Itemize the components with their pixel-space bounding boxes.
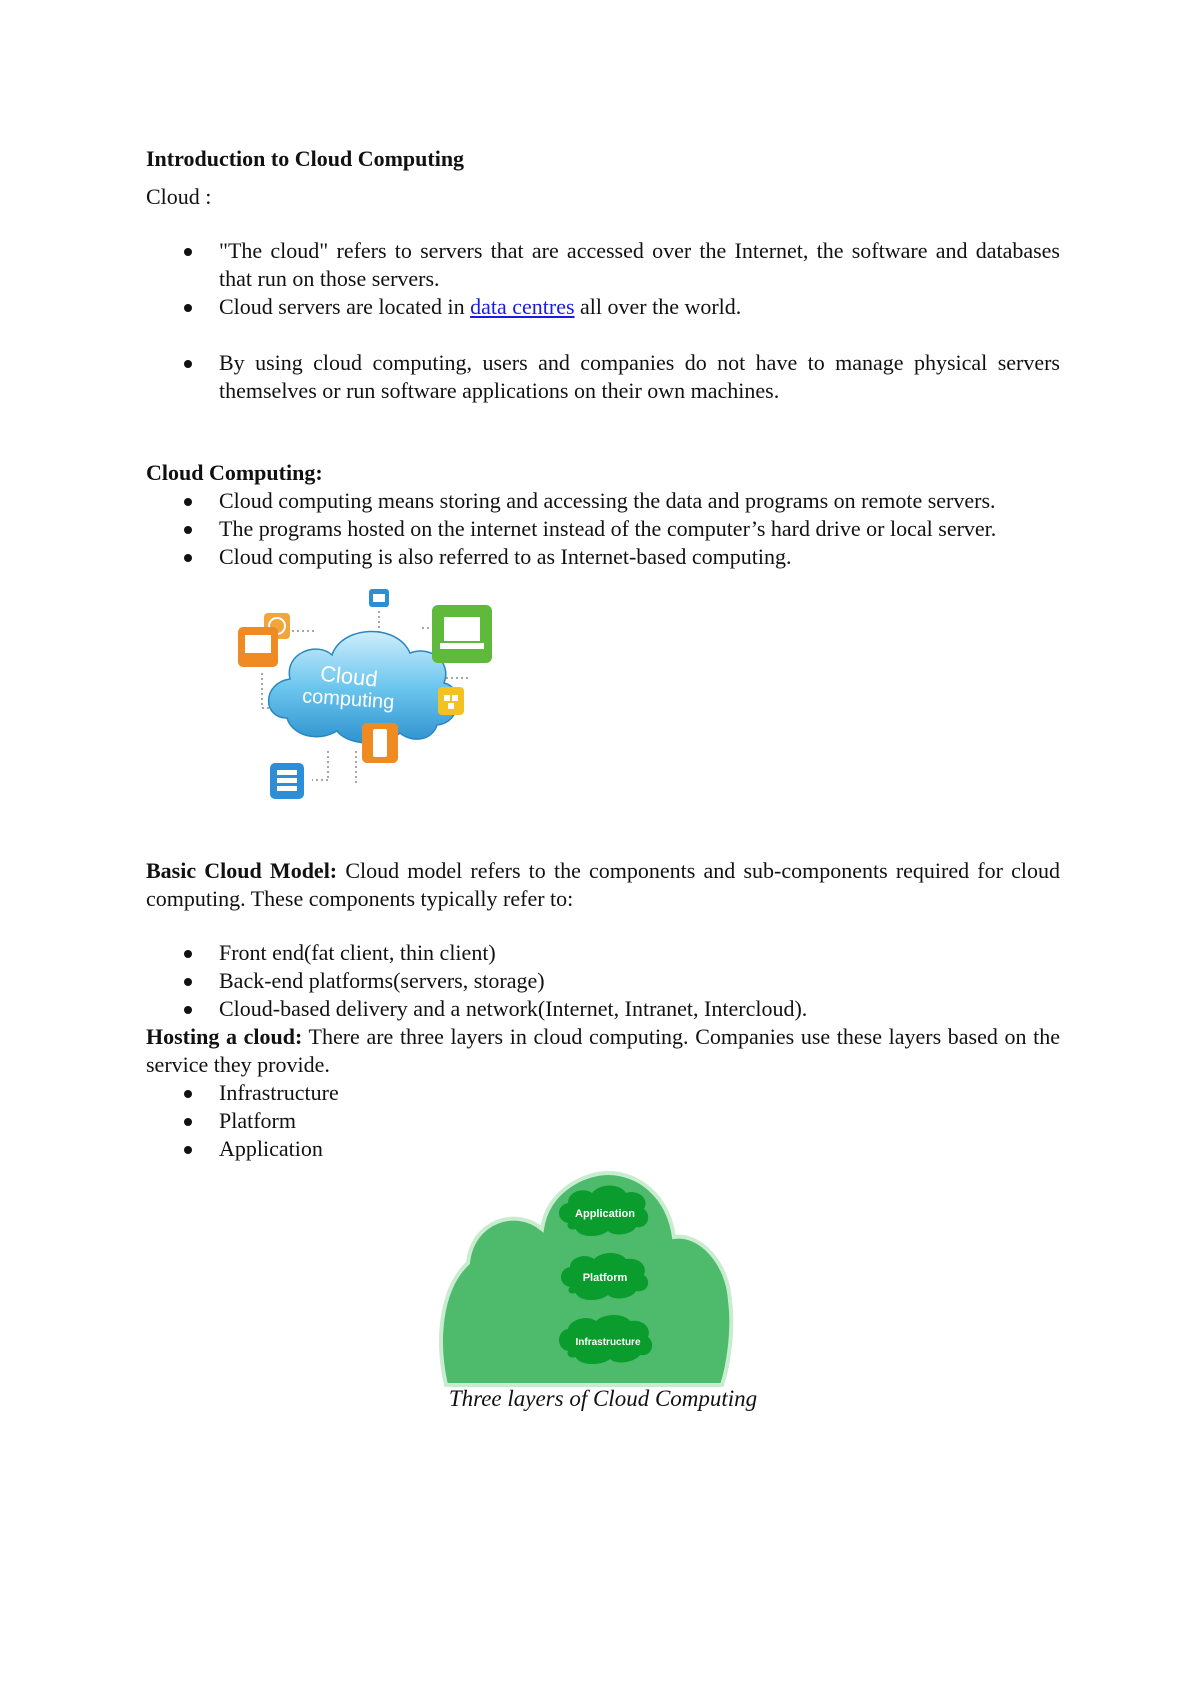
list-item: The programs hosted on the internet instead of the computer’s hard drive or local server. bbox=[146, 515, 1060, 543]
list-item-text: all over the world. bbox=[574, 294, 742, 319]
list-item bbox=[146, 293, 1060, 321]
basic-cloud-model-text: Cloud model refers to the components and sub-components required for cloud computing. These components typically refer to: bbox=[146, 858, 1060, 911]
hosting-a-cloud-paragraph bbox=[146, 1023, 1060, 1079]
cloud-layers-illustration bbox=[438, 1171, 738, 1389]
list-item: Cloud computing is also referred to as Internet-based computing. bbox=[146, 543, 1060, 571]
apps-icon bbox=[438, 687, 464, 715]
monitor-icon bbox=[238, 627, 278, 667]
basic-cloud-model-paragraph bbox=[146, 857, 1060, 913]
list-item: "The cloud" refers to servers that are accessed over the Internet, the software and databases that run on those servers. bbox=[146, 237, 1060, 293]
basic-cloud-model-heading: Basic Cloud Model: bbox=[146, 858, 338, 883]
cloud-layers-figure bbox=[438, 1171, 738, 1389]
hosting-a-cloud-heading: Hosting a cloud: bbox=[146, 1024, 303, 1049]
laptop-icon bbox=[432, 605, 492, 663]
list-item: Cloud-based delivery and a network(Internet, Intranet, Intercloud). bbox=[146, 995, 1060, 1023]
document-title: Introduction to Cloud Computing bbox=[146, 146, 465, 171]
mobile-phone-icon bbox=[362, 723, 398, 763]
list-item-text: Cloud servers are located in bbox=[219, 294, 471, 319]
cloud-label: Cloud : bbox=[146, 184, 212, 209]
list-item: Application bbox=[146, 1135, 1060, 1163]
platform-layer-label: Platform bbox=[582, 1272, 628, 1284]
cloud-bullet-list bbox=[146, 237, 1060, 405]
cloud-computing-bullet-list bbox=[146, 487, 1060, 571]
list-item: Platform bbox=[146, 1107, 1060, 1135]
email-icon bbox=[369, 589, 389, 607]
list-item: Front end(fat client, thin client) bbox=[146, 939, 1060, 967]
cloud-computing-illustration bbox=[232, 583, 522, 813]
cloud-label-line2: computing bbox=[301, 685, 396, 714]
cloud-computing-heading: Cloud Computing: bbox=[146, 460, 323, 485]
basic-cloud-model-bullet-list bbox=[146, 939, 1060, 1023]
infrastructure-layer-cloud bbox=[559, 1315, 652, 1364]
document-page bbox=[146, 140, 1060, 1413]
list-item: By using cloud computing, users and companies do not have to manage physical servers themselves or run software applications on their own machines. bbox=[146, 349, 1060, 405]
data-centres-link[interactable]: data centres bbox=[470, 294, 575, 319]
server-icon bbox=[270, 763, 304, 799]
figure-caption: Three layers of Cloud Computing bbox=[448, 1386, 758, 1411]
list-item: Back-end platforms(servers, storage) bbox=[146, 967, 1060, 995]
infrastructure-layer-label: Infrastructure bbox=[575, 1337, 641, 1348]
list-item: Cloud computing means storing and accessing the data and programs on remote servers. bbox=[146, 487, 1060, 515]
cloud-label-line1: Cloud bbox=[319, 660, 379, 692]
hosting-a-cloud-text: There are three layers in cloud computing. Companies use these layers based on the service they provide. bbox=[146, 1024, 1060, 1077]
application-layer-label: Application bbox=[575, 1208, 635, 1220]
list-item: Infrastructure bbox=[146, 1079, 1060, 1107]
cloud-layers-bullet-list bbox=[146, 1079, 1060, 1163]
cloud-computing-figure bbox=[232, 583, 522, 813]
